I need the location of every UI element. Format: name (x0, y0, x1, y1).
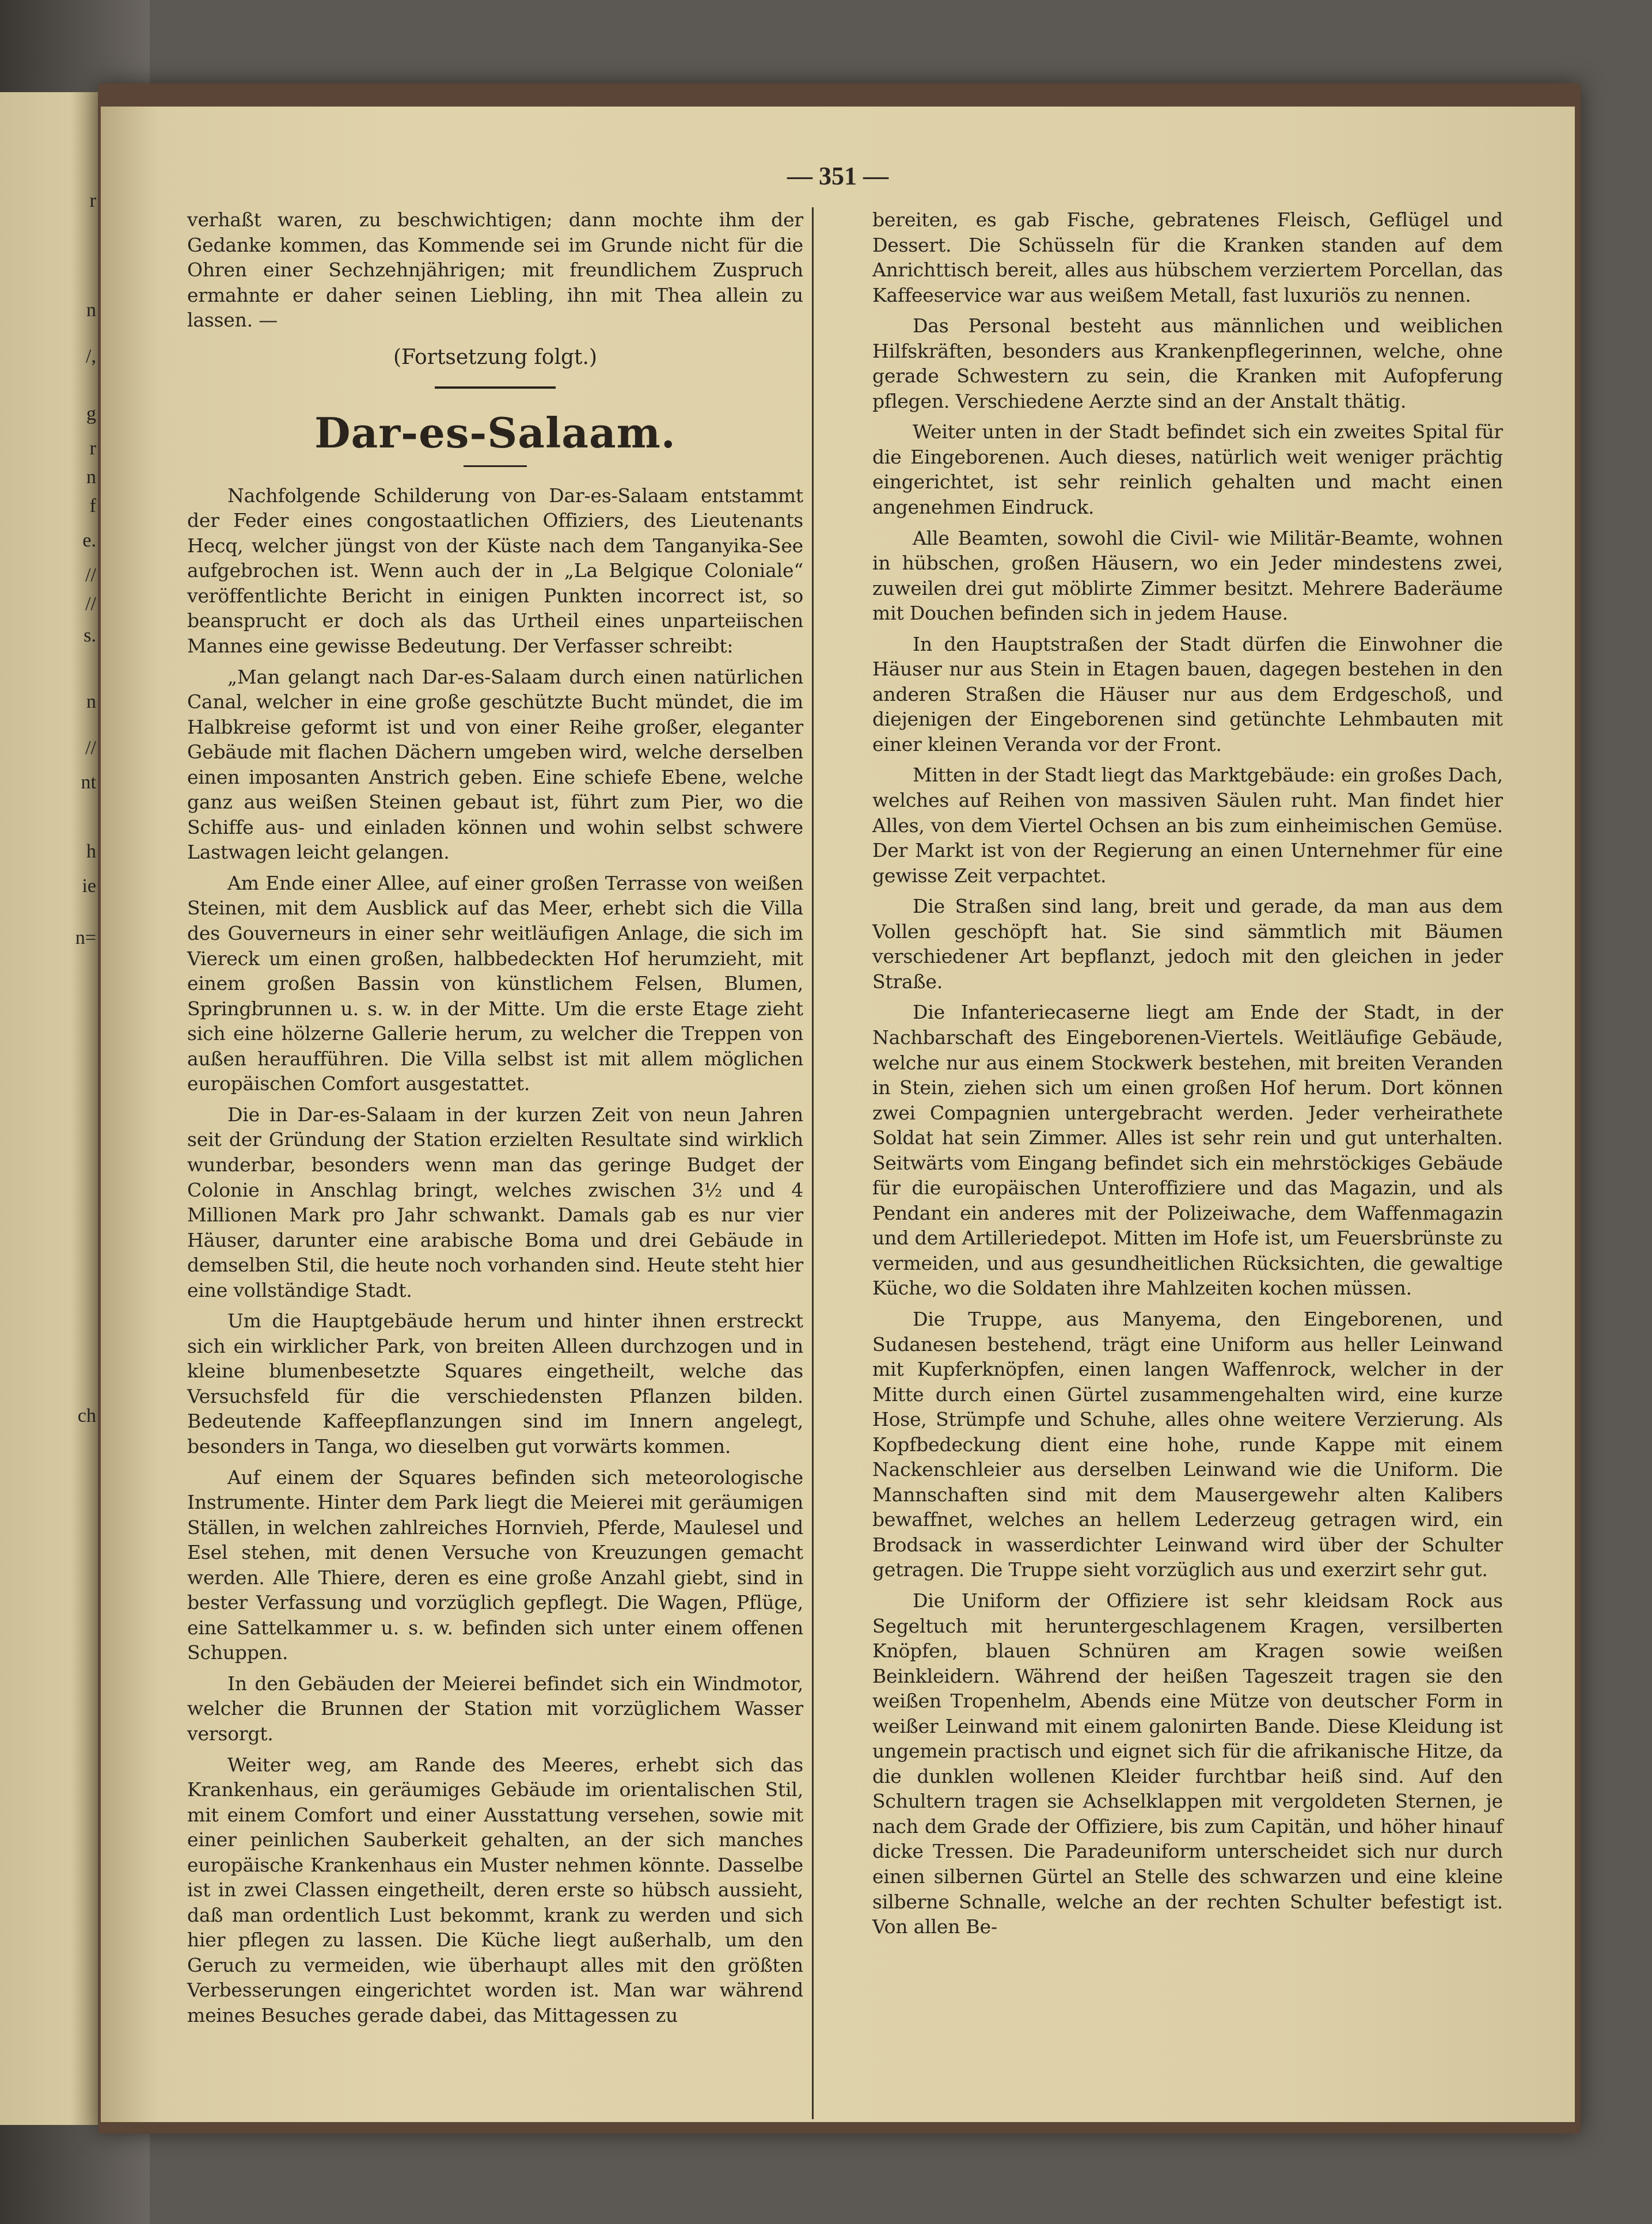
left-fragment: // (85, 593, 96, 614)
left-fragment: // (85, 737, 96, 758)
paragraph: In den Gebäuden der Meierei befindet sich ein Windmotor, welcher die Brunnen der Station mit vorzüglichem Wasser versorgt. (187, 1672, 803, 1745)
left-fragment: g (86, 403, 96, 424)
paragraph: Die Truppe, aus Manyema, den Eingeborenen, und Sudanesen bestehend, trägt eine Uniform aus heller Leinwand mit Kupferknöpfen, einen langen Waffenrock, welcher in der Mitte durch einen Gürtel zusammengehalten wird, eine kurze Hose, Strümpfe und Schuhe, alles ohne weitere Verzierung. Als Kopfbedeckung dient eine hohe, runde Kappe mit einem Nackenschleier aus derselben Leinwand wie die Uniform. Die Mannschaften sind mit dem Mausergewehr alten Kalibers bewaffnet, welches an hellem Lederzeug getragen wird, ein Brodsack in wasserdichter Leinwand wird über der Schulter getragen. Die Truppe sieht vorzüglich aus und exerzirt sehr gut. (872, 1307, 1503, 1581)
column-divider (812, 207, 814, 2119)
paragraph: „Man gelangt nach Dar-es-Salaam durch einen natürlichen Canal, welcher in eine große geschützte Bucht mündet, die im Halbkreise geformt ist und von einer Reihe großer, eleganter Gebäude mit flachen Dächern umgeben wird, welche derselben einen imposanten Anstrich geben. Eine schiefe Ebene, welche ganz aus weißen Steinen gebaut ist, führt zum Pier, wo die Schiffe aus- und einladen können und wohin selbst schwere Lastwagen leicht gelangen. (187, 665, 803, 864)
left-fragment: f (89, 495, 96, 517)
left-fragment: s. (83, 625, 96, 646)
left-fragment: nt (81, 772, 96, 793)
left-fragment: r (89, 190, 96, 211)
paragraph: In den Hauptstraßen der Stadt dürfen die Einwohner die Häuser nur aus Stein in Etagen bauen, dagegen bestehen in den anderen Straßen die Häuser nur aus dem Erdgeschoß, und diejenigen der Eingeborenen sind getünchte Lehmbauten mit einer kleinen Veranda vor der Front. (872, 632, 1503, 756)
left-fragment: /, (86, 346, 96, 367)
paragraph: Weiter weg, am Rande des Meeres, erhebt sich das Krankenhaus, ein geräumiges Gebäude im orientalischen Stil, mit einem Comfort und einer Ausstattung versehen, sowie mit einer peinlichen Sauberkeit gehalten, an der sich manches europäische Krankenhaus ein Muster nehmen könnte. Dasselbe ist in zwei Classen eingetheilt, deren erste so hübsch aussieht, daß man ordentlich Lust bekommt, krank zu werden und sich hier pflegen zu lassen. Die Küche liegt außerhalb, um den Geruch zu vermeiden, wie überhaupt alles mit den größten Verbesserungen eingerichtet worden ist. Man war während meines Besuches gerade dabei, das Mittagessen zu (187, 1753, 803, 2026)
paragraph: Die in Dar-es-Salaam in der kurzen Zeit von neun Jahren seit der Gründung der Station erzielten Resultate sind wirklich wunderbar, besonders wenn man das geringe Budget der Colonie in Anschlag bringt, welches zwischen 3½ und 4 Millionen Mark pro Jahr schwankt. Damals gab es nur vier Häuser, darunter eine arabische Boma und drei Gebäude in demselben Stil, die heute noch vorhanden sind. Heute steht hier eine vollständige Stadt. (187, 1103, 803, 1301)
title-underline (464, 465, 527, 467)
left-fragment: n= (75, 927, 96, 948)
paragraph: Auf einem der Squares befinden sich meteorologische Instrumente. Hinter dem Park liegt die Meierei mit geräumigen Ställen, in welchen zahlreiches Hornvieh, Pferde, Maulesel und Esel stehen, mit denen Versuche von Kreuzungen gemacht werden. Alle Thiere, deren es eine große Anzahl giebt, sind in bester Verfassung und vorzüglich gepflegt. Die Wagen, Pflüge, eine Sattelkammer u. s. w. befinden sich unter einem offenen Schuppen. (187, 1466, 803, 1664)
left-fragment: e. (82, 530, 96, 551)
page-number: — 351 — (787, 162, 888, 190)
paragraph: Am Ende einer Allee, auf einer großen Terrasse von weißen Steinen, mit dem Ausblick auf das Meer, erhebt sich die Villa des Gouverneurs in einer sehr weitläufigen Anlage, die sich im Viereck um einen großen, halbbedeckten Hof herumzieht, mit einem großen Bassin von künstlichem Felsen, Blumen, Springbrunnen u. s. w. in der Mitte. Um die erste Etage zieht sich eine hölzerne Gallerie herum, zu welcher die Treppen von außen heraufführen. Die Villa selbst ist mit allem möglichen europäischen Comfort ausgestattet. (187, 871, 803, 1095)
left-fragment: n (86, 299, 96, 321)
paragraph: Die Uniform der Offiziere ist sehr kleidsam Rock aus Segeltuch mit heruntergeschlagenem Kragen, versilberten Knöpfen, blauen Schnüren am Kragen sowie weißen Beinkleidern. Während der heißen Tageszeit tragen sie den weißen Tropenhelm, Abends eine Mütze von deutscher Form in weißer Leinwand mit einem galonirten Bande. Diese Kleidung ist ungemein practisch und eignet sich für die afrikanische Hitze, da die dunklen wollenen Kleider furchtbar heiß sind. Auf den Schultern tragen sie Achselklappen mit vergoldeten Sternen, je nach dem Grade der Offiziere, bis zum Capitän, und höher hinauf dicke Tressen. Die Paradeuniform unterscheidet sich nur durch einen silbernen Gürtel an Stelle des schwarzen und eine kleine silberne Schnalle, welche an der rechten Schulter befestigt ist. Von allen Be- (872, 1589, 1503, 1938)
left-fragment: n (86, 466, 96, 488)
paragraph: Weiter unten in der Stadt befindet sich ein zweites Spital für die Eingeborenen. Auch dieses, natürlich weit weniger prächtig eingerichtet, ist sehr reinlich gehalten und macht einen angenehmen Eindruck. (872, 420, 1503, 519)
left-fragment: r (89, 438, 96, 459)
continuation-text: verhaßt waren, zu beschwichtigen; dann mochte ihm der Gedanke kommen, das Kommende sei im Grunde nicht für die Ohren einer Sechzehnjährigen; mit freundlichem Zuspruch ermahnte er daher seinen Liebling, ihn mit Thea allein zu lassen. — (187, 208, 803, 332)
left-fragment: ch (77, 1405, 96, 1426)
left-fragment: // (85, 564, 96, 586)
article-title: Dar-es-Salaam. (314, 408, 676, 457)
continued-note: (Fortsetzung folgt.) (393, 345, 597, 369)
left-fragment: ie (82, 875, 96, 897)
paragraph: Das Personal besteht aus männlichen und weiblichen Hilfskräften, besonders aus Krankenpflegerinnen, welche, ohne gerade Schwestern zu sein, die Kranken mit Aufopferung pflegen. Verschiedene Aerzte sind an der Anstalt thätig. (872, 314, 1503, 412)
paragraph: Alle Beamten, sowohl die Civil- wie Militär-Beamte, wohnen in hübschen, großen Häusern, wo ein Jeder mindestens zwei, zuweilen drei gut möblirte Zimmer besitzt. Mehrere Baderäume mit Douchen befinden sich in jedem Hause. (872, 526, 1503, 625)
paragraph: Die Infanteriecaserne liegt am Ende der Stadt, in der Nachbarschaft des Eingeborenen-Viertels. Weitläufige Gebäude, welche nur aus einem Stockwerk bestehen, mit breiten Veranden in Stein, ziehen sich um einen großen Hof herum. Dort können zwei Compagnien untergebracht werden. Jeder verheirathete Soldat hat sein Zimmer. Alles ist sehr rein und gut unterhalten. Seitwärts vom Eingang befindet sich ein mehrstöckiges Gebäude für die europäischen Unteroffiziere und das Magazin, und als Pendant ein anderes mit der Polizeiwache, dem Waffenmagazin und dem Artilleriedepot. Mitten im Hofe ist, um Feuersbrünste zu vermeiden, und aus gesundheitlichen Rücksichten, die gewaltige Küche, wo die Soldaten ihre Mahlzeiten kochen müssen. (872, 1001, 1503, 1300)
paragraph: Um die Hauptgebäude herum und hinter ihnen erstreckt sich ein wirklicher Park, von breiten Alleen durchzogen und in kleine blumenbesetzte Squares eingetheilt, welche das Versuchsfeld für die verschiedensten Pflanzen bilden. Bedeutende Kaffeepflanzungen sind im Innern angelegt, besonders in Tanga, wo dieselben gut vorwärts kommen. (187, 1310, 803, 1458)
left-fragment: h (86, 841, 96, 862)
left-column (187, 207, 803, 2034)
paragraph: Mitten in der Stadt liegt das Marktgebäude: ein großes Dach, welches auf Reihen von massiven Säulen ruht. Man findet hier Alles, von dem Viertel Ochsen an bis zum einheimischen Gemüse. Der Markt ist von der Regierung an einen Unternehmer für eine gewisse Zeit verpachtet. (872, 764, 1503, 887)
left-page-edge (0, 92, 101, 2125)
section-divider (435, 386, 556, 389)
paragraph: Die Straßen sind lang, breit und gerade, da man aus dem Vollen geschöpft hat. Sie sind sämmtlich mit Bäumen verschiedener Art bepflanzt, jedoch mit den gleichen in jeder Straße. (872, 895, 1503, 993)
paragraph: bereiten, es gab Fische, gebratenes Fleisch, Geflügel und Dessert. Die Schüsseln für die Kranken standen auf dem Anrichttisch bereit, alles aus hübschem verziertem Porcellan, das Kaffeeservice war aus weißem Metall, fast luxuriös zu nennen. (872, 208, 1503, 306)
paragraph: Nachfolgende Schilderung von Dar-es-Salaam entstammt der Feder eines congostaatlichen Offiziers, des Lieutenants Hecq, welcher jüngst von der Küste nach dem Tanganyika-See aufgebrochen ist. Wenn auch der in „La Belgique Coloniale“ veröffentlichte Bericht in einigen Punkten incorrect ist, so beansprucht er doch als das Urtheil eines unparteiischen Mannes eine gewisse Bedeutung. Der Verfasser schreibt: (187, 484, 803, 658)
left-fragment: n (86, 691, 96, 712)
right-column (872, 207, 1503, 1945)
book-page (101, 107, 1575, 2122)
